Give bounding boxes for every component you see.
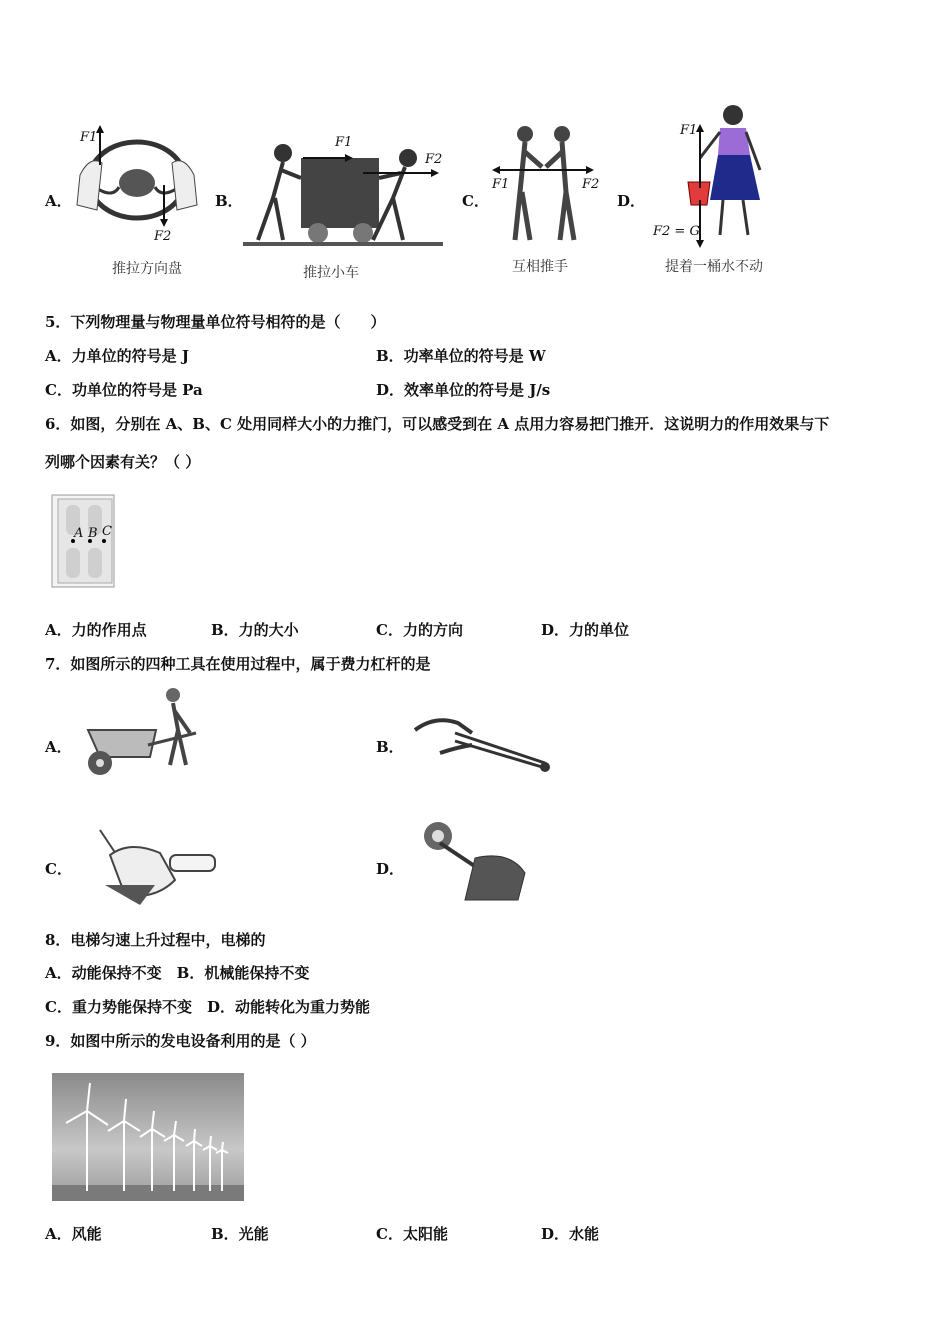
- q6-stem-line1: 6．如图，分别在 A、B、C 处用同样大小的力推门，可以感受到在 A 点用力容易把门推开．这说明力的作用效果与下: [45, 415, 830, 433]
- q6-option-d[interactable]: D．力的单位: [541, 621, 630, 639]
- mutual-push-figure: [490, 122, 600, 247]
- q5-option-b[interactable]: B．功率单位的符号是 W: [376, 347, 546, 365]
- steering-wheel-figure: [72, 125, 202, 250]
- door-point-b: B: [88, 526, 98, 541]
- nutcracker-icon: [85, 825, 220, 910]
- bottle-opener-icon: [410, 818, 535, 908]
- q6-stem-line2: 列哪个因素有关？（ ）: [45, 453, 201, 471]
- q4c-f1-label: F1: [492, 177, 510, 192]
- door-point-c: C: [102, 524, 112, 539]
- q4b-caption: 推拉小车: [303, 265, 359, 281]
- q4a-caption: 推拉方向盘: [112, 261, 182, 277]
- q9-option-c[interactable]: C．太阳能: [376, 1225, 448, 1243]
- q9-option-b[interactable]: B．光能: [211, 1225, 269, 1243]
- q6-option-c[interactable]: C．力的方向: [376, 621, 463, 639]
- q5-option-a[interactable]: A．力单位的符号是 J: [45, 347, 189, 365]
- q4d-caption: 提着一桶水不动: [665, 259, 763, 275]
- q7-option-b-label[interactable]: B．: [376, 738, 404, 756]
- q8-options-row2[interactable]: C．重力势能保持不变 D．动能转化为重力势能: [45, 998, 370, 1016]
- q4c-caption: 互相推手: [512, 259, 568, 275]
- wheelbarrow-icon: [78, 685, 208, 780]
- wind-turbines-figure: [52, 1073, 244, 1201]
- cart-push-pull-figure: [243, 128, 443, 248]
- q4d-f2-label: F2 = G: [653, 224, 700, 239]
- q4-option-b-label[interactable]: B．: [215, 192, 243, 210]
- q8-options-row1[interactable]: A．动能保持不变 B．机械能保持不变: [45, 964, 310, 982]
- q5-stem: 5．下列物理量与物理量单位符号相符的是（ ）: [45, 313, 386, 331]
- q9-option-a[interactable]: A．风能: [45, 1225, 102, 1243]
- door-figure: [50, 493, 120, 593]
- q4d-f1-label: F1: [680, 123, 698, 138]
- q4b-f1-label: F1: [335, 135, 353, 150]
- q6-option-b[interactable]: B．力的大小: [211, 621, 299, 639]
- q4a-f1-label: F1: [80, 130, 98, 145]
- q7-option-a-label[interactable]: A．: [45, 738, 72, 756]
- q6-option-a[interactable]: A．力的作用点: [45, 621, 147, 639]
- q4-option-c-label[interactable]: C．: [462, 192, 489, 210]
- q5-option-d[interactable]: D．效率单位的符号是 J/s: [376, 381, 551, 399]
- q8-stem: 8．电梯匀速上升过程中，电梯的: [45, 931, 266, 949]
- q4-option-a-label[interactable]: A．: [45, 192, 72, 210]
- q9-option-d[interactable]: D．水能: [541, 1225, 600, 1243]
- tongs-icon: [410, 705, 555, 775]
- bucket-hold-figure: [648, 100, 778, 250]
- q4b-f2-label: F2: [425, 152, 443, 167]
- door-point-a: A: [74, 526, 84, 541]
- q7-stem: 7．如图所示的四种工具在使用过程中，属于费力杠杆的是: [45, 655, 431, 673]
- q4c-f2-label: F2: [582, 177, 600, 192]
- q5-option-c[interactable]: C．功单位的符号是 Pa: [45, 381, 203, 399]
- q4-option-d-label[interactable]: D．: [617, 192, 646, 210]
- q7-option-d-label[interactable]: D．: [376, 860, 405, 878]
- q7-option-c-label[interactable]: C．: [45, 860, 72, 878]
- q4a-f2-label: F2: [154, 229, 172, 244]
- q9-stem: 9．如图中所示的发电设备利用的是（ ）: [45, 1032, 316, 1050]
